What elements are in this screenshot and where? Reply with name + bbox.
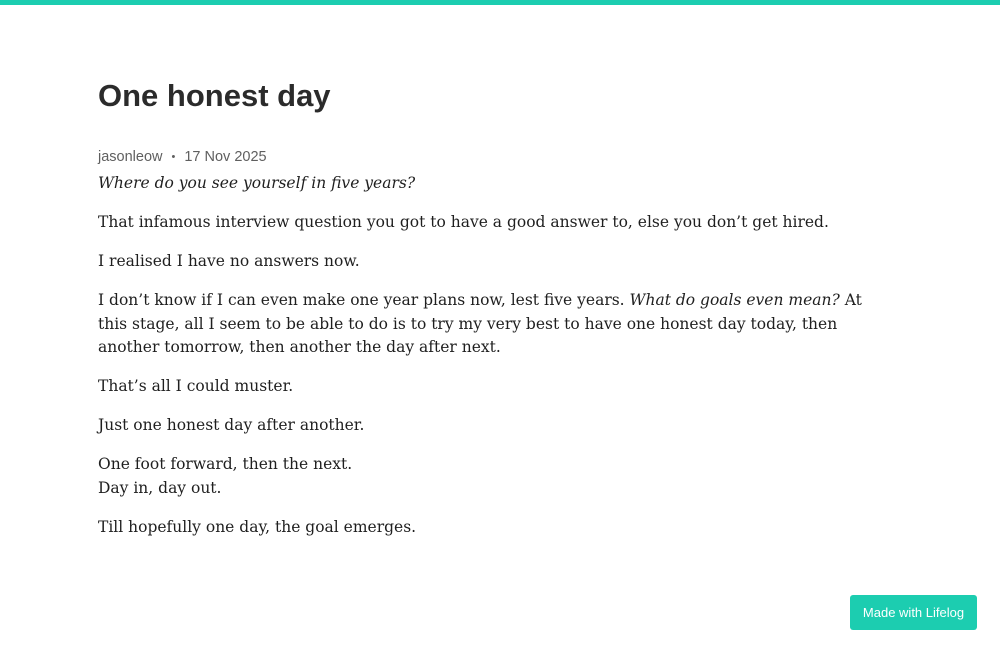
top-accent-bar	[0, 0, 1000, 5]
post-body	[98, 172, 868, 555]
paragraph: That infamous interview question you got to have a good answer to, else you don’t get hired.	[98, 213, 829, 231]
paragraph: I realised I have no answers now.	[98, 252, 360, 270]
paragraph: Just one honest day after another.	[98, 416, 365, 434]
italic-question: What do goals even mean?	[629, 291, 840, 309]
meta-separator: •	[171, 151, 176, 163]
post-author[interactable]: jasonleow	[98, 149, 163, 165]
paragraph-text: I don’t know if I can even make one year plans now, lest five years.	[98, 291, 630, 309]
post-meta	[98, 147, 267, 167]
made-with-lifelog-button[interactable]: Made with Lifelog	[850, 595, 977, 630]
post-title: One honest day	[98, 78, 331, 113]
paragraph-line: Day in, day out.	[98, 478, 222, 497]
paragraph-text: At this stage, all I seem to be able to do is to try my very best to have one honest day today, then another tomorrow, then another the day after next.	[98, 291, 862, 356]
paragraph: That’s all I could muster.	[98, 377, 294, 395]
paragraph	[98, 453, 868, 500]
post-date: 17 Nov 2025	[184, 149, 267, 165]
paragraph-line: One foot forward, then the next.	[98, 455, 353, 473]
paragraph	[98, 172, 868, 196]
italic-question: Where do you see yourself in five years?	[98, 174, 416, 192]
paragraph	[98, 289, 868, 360]
paragraph: Till hopefully one day, the goal emerges.	[98, 517, 417, 536]
